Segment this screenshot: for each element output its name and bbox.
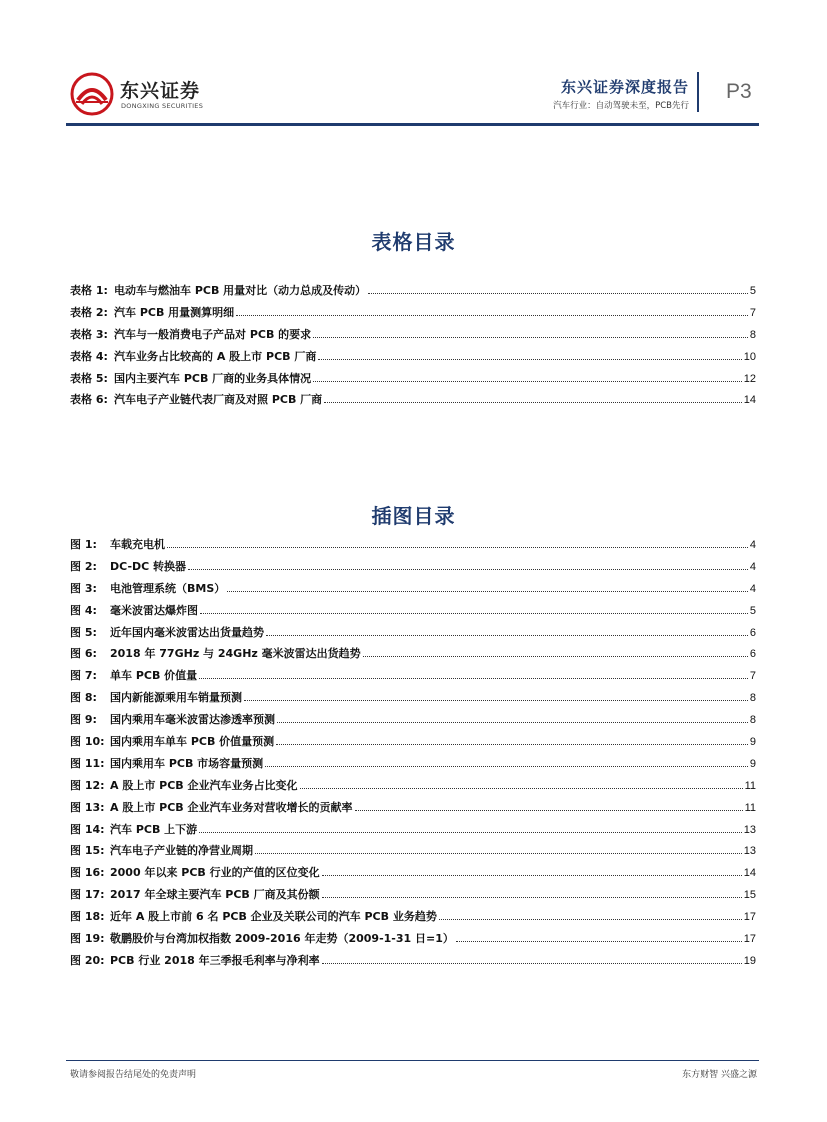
table-toc-entry-leader [318,359,741,360]
figure-toc-entry-title: 汽车 PCB 上下游 [110,822,198,836]
figure-toc-entry-leader [439,919,742,920]
figure-toc-entry-page: 6 [749,626,756,639]
figure-toc-entry-title: 车载充电机 [110,538,165,551]
figure-toc-entry-page: 9 [749,757,756,770]
report-subtitle: 汽车行业：自动驾驶未至，PCB先行 [553,101,689,111]
table-toc-entry[interactable] [70,370,756,392]
dongxing-logo-icon [70,72,114,116]
figure-toc-entry-page: 13 [743,823,756,836]
figure-toc-entry-page: 6 [749,648,756,661]
figure-toc-entry-title: 近年国内毫米波雷达出货量趋势 [110,625,264,639]
figures-toc-title: 插图目录 [371,504,456,528]
figure-toc-entry-page: 4 [749,560,756,573]
figure-toc-entry[interactable] [70,536,756,558]
figure-toc-entry-page: 11 [744,779,756,792]
table-toc-entry-title: 电动车与燃油车 PCB 用量对比（动力总成及传动） [114,284,367,297]
table-toc-entry-leader [313,381,742,382]
figure-toc-entry[interactable] [70,667,756,689]
figure-toc-entry-label: 图 9: [70,713,97,727]
figure-toc-entry[interactable] [70,558,756,580]
table-toc-entry-page: 12 [743,372,756,385]
figure-toc-entry-label: 图 11: [70,756,105,770]
figure-toc-entry-leader [227,591,748,592]
figure-toc-entry-page: 4 [749,539,756,551]
table-toc-entry-page: 5 [749,285,756,297]
figure-toc-entry[interactable] [70,755,756,777]
figure-toc-entry[interactable] [70,733,756,755]
table-toc-entry-leader [324,402,742,403]
figure-toc-entry-label: 图 16: [70,866,105,880]
figure-toc-entry[interactable] [70,821,756,843]
table-toc-entry[interactable] [70,391,756,413]
footer-slogan: 东方财智 兴盛之源 [682,1070,757,1080]
figure-toc-entry-leader [200,613,748,614]
figure-toc-entry-leader [244,700,748,701]
figure-toc-entry-leader [276,744,748,745]
figure-toc-entry-leader [456,941,742,942]
table-toc-entry-title: 汽车 PCB 用量测算明细 [114,305,235,319]
figure-toc-entry-page: 19 [743,954,756,967]
figure-toc-entry-title: 敬鹏股价与台湾加权指数 2009-2016 年走势（2009-1-31 日=1） [110,932,454,946]
logo-english-name: DONGXING SECURITIES [121,102,204,110]
table-toc-entry-label: 表格 4: [70,349,108,363]
page-number: P3 [726,80,752,103]
figure-toc-entry-leader [167,547,748,548]
figure-toc-entry-page: 7 [749,670,756,683]
table-toc-entry-leader [236,315,748,316]
figure-toc-entry-title: 电池管理系统（BMS） [110,581,226,595]
figure-toc-entry[interactable] [70,645,756,667]
figure-toc-entry-title: DC-DC 转换器 [110,559,187,573]
figure-toc-entry-label: 图 20: [70,953,105,967]
table-toc-entry[interactable] [70,304,756,326]
figure-toc-entry-leader [199,678,748,679]
figure-toc-entry-label: 图 17: [70,888,105,902]
figure-toc-entry-page: 17 [743,933,756,946]
table-toc-entry-page: 10 [743,350,756,363]
figure-toc-entry[interactable] [70,908,756,930]
table-toc-entry[interactable] [70,282,756,304]
figure-toc-entry-title: 近年 A 股上市前 6 名 PCB 企业及关联公司的汽车 PCB 业务趋势 [110,910,437,924]
table-toc-entry-leader [368,293,748,294]
table-toc-entry-label: 表格 3: [70,327,108,341]
figure-toc-entry-label: 图 6: [70,647,97,661]
table-toc-entry-title: 汽车与一般消费电子产品对 PCB 的要求 [114,327,312,341]
table-toc-entry-label: 表格 2: [70,305,108,319]
figure-toc-entry-title: 国内乘用车毫米波雷达渗透率预测 [110,713,275,727]
figure-toc-entry-page: 13 [743,845,756,858]
figure-toc-entry-leader [188,569,748,570]
figure-toc-entry-label: 图 8: [70,691,97,705]
figure-toc-entry-leader [355,810,743,811]
figure-toc-entry[interactable] [70,799,756,821]
figure-toc-entry-leader [255,853,742,854]
figure-toc-entry-leader [363,656,748,657]
tables-toc-title: 表格目录 [371,230,456,254]
figure-toc-entry-label: 图 7: [70,669,97,683]
figure-toc-entry[interactable] [70,711,756,733]
figure-toc-entry-page: 8 [749,714,756,727]
figure-toc-entry-leader [300,788,743,789]
figure-toc-entry-label: 图 18: [70,910,105,924]
figure-toc-entry-label: 图 14: [70,822,105,836]
figures-toc-list [70,536,756,974]
figure-toc-entry[interactable] [70,624,756,646]
figure-toc-entry-leader [322,897,742,898]
figure-toc-entry[interactable] [70,580,756,602]
figure-toc-entry-title: A 股上市 PCB 企业汽车业务占比变化 [110,778,298,792]
figure-toc-entry-leader [199,832,742,833]
figure-toc-entry[interactable] [70,842,756,864]
table-toc-entry[interactable] [70,348,756,370]
figure-toc-entry-label: 图 10: [70,735,105,749]
figure-toc-entry[interactable] [70,689,756,711]
figure-toc-entry-title: 国内乘用车 PCB 市场容量预测 [110,756,264,770]
figure-toc-entry-page: 11 [744,801,756,814]
table-toc-entry-label: 表格 6: [70,393,108,407]
figure-toc-entry-label: 图 4: [70,603,97,617]
figure-toc-entry-title: 毫米波雷达爆炸图 [110,603,198,617]
table-toc-entry-leader [313,337,748,338]
figure-toc-entry[interactable] [70,952,756,974]
figure-toc-entry-leader [322,963,742,964]
table-toc-entry-label: 表格 1: [70,284,108,297]
figure-toc-entry-page: 4 [749,582,756,595]
header-divider [697,72,699,112]
figure-toc-entry-leader [277,722,748,723]
footer-rule [66,1060,759,1061]
figure-toc-entry-title: 单车 PCB 价值量 [110,669,198,683]
figure-toc-entry-label: 图 15: [70,844,105,858]
figure-toc-entry-label: 图 5: [70,625,97,639]
disclaimer-note: 敬请参阅报告结尾处的免责声明 [70,1070,197,1080]
table-toc-entry-title: 国内主要汽车 PCB 厂商的业务具体情况 [114,371,312,385]
figure-toc-entry-title: PCB 行业 2018 年三季报毛利率与净利率 [110,953,320,967]
table-toc-entry-label: 表格 5: [70,371,108,385]
figure-toc-entry-label: 图 12: [70,778,105,792]
figure-toc-entry-label: 图 19: [70,932,105,946]
figure-toc-entry-leader [322,875,742,876]
figure-toc-entry-page: 5 [749,604,756,617]
table-toc-entry-title: 汽车电子产业链代表厂商及对照 PCB 厂商 [114,393,323,407]
figure-toc-entry-title: A 股上市 PCB 企业汽车业务对营收增长的贡献率 [110,800,353,814]
figure-toc-entry-label: 图 2: [70,559,97,573]
figure-toc-entry-page: 17 [743,911,756,924]
report-title: 东兴证券深度报告 [560,78,689,96]
table-toc-entry[interactable] [70,326,756,348]
table-toc-entry-page: 14 [743,394,756,407]
figure-toc-entry-leader [266,635,748,636]
figure-toc-entry-page: 15 [743,889,756,902]
figure-toc-entry-label: 图 1: [70,538,97,551]
figure-toc-entry[interactable] [70,602,756,624]
figure-toc-entry-title: 2000 年以来 PCB 行业的产值的区位变化 [110,866,320,880]
figure-toc-entry-page: 14 [743,867,756,880]
figure-toc-entry-leader [265,766,748,767]
figure-toc-entry-title: 2018 年 77GHz 与 24GHz 毫米波雷达出货趋势 [110,647,361,661]
figure-toc-entry-title: 汽车电子产业链的净营业周期 [110,844,253,858]
figure-toc-entry[interactable] [70,864,756,886]
figure-toc-entry[interactable] [70,930,756,952]
figure-toc-entry-label: 图 13: [70,800,105,814]
figure-toc-entry[interactable] [70,777,756,799]
header-rule [66,123,759,126]
table-toc-entry-page: 8 [749,328,756,341]
logo-chinese-name: 东兴证券 [120,80,201,102]
figure-toc-entry-title: 国内新能源乘用车销量预测 [110,691,242,705]
figure-toc-entry-title: 国内乘用车单车 PCB 价值量预测 [110,735,275,749]
figure-toc-entry-page: 8 [749,692,756,705]
figure-toc-entry-page: 9 [749,736,756,749]
figure-toc-entry-label: 图 3: [70,581,97,595]
tables-toc-list [70,282,756,413]
table-toc-entry-page: 7 [749,306,756,319]
figure-toc-entry[interactable] [70,886,756,908]
table-toc-entry-title: 汽车业务占比较高的 A 股上市 PCB 厂商 [114,349,317,363]
figure-toc-entry-title: 2017 年全球主要汽车 PCB 厂商及其份额 [110,888,320,902]
company-logo [70,72,230,116]
